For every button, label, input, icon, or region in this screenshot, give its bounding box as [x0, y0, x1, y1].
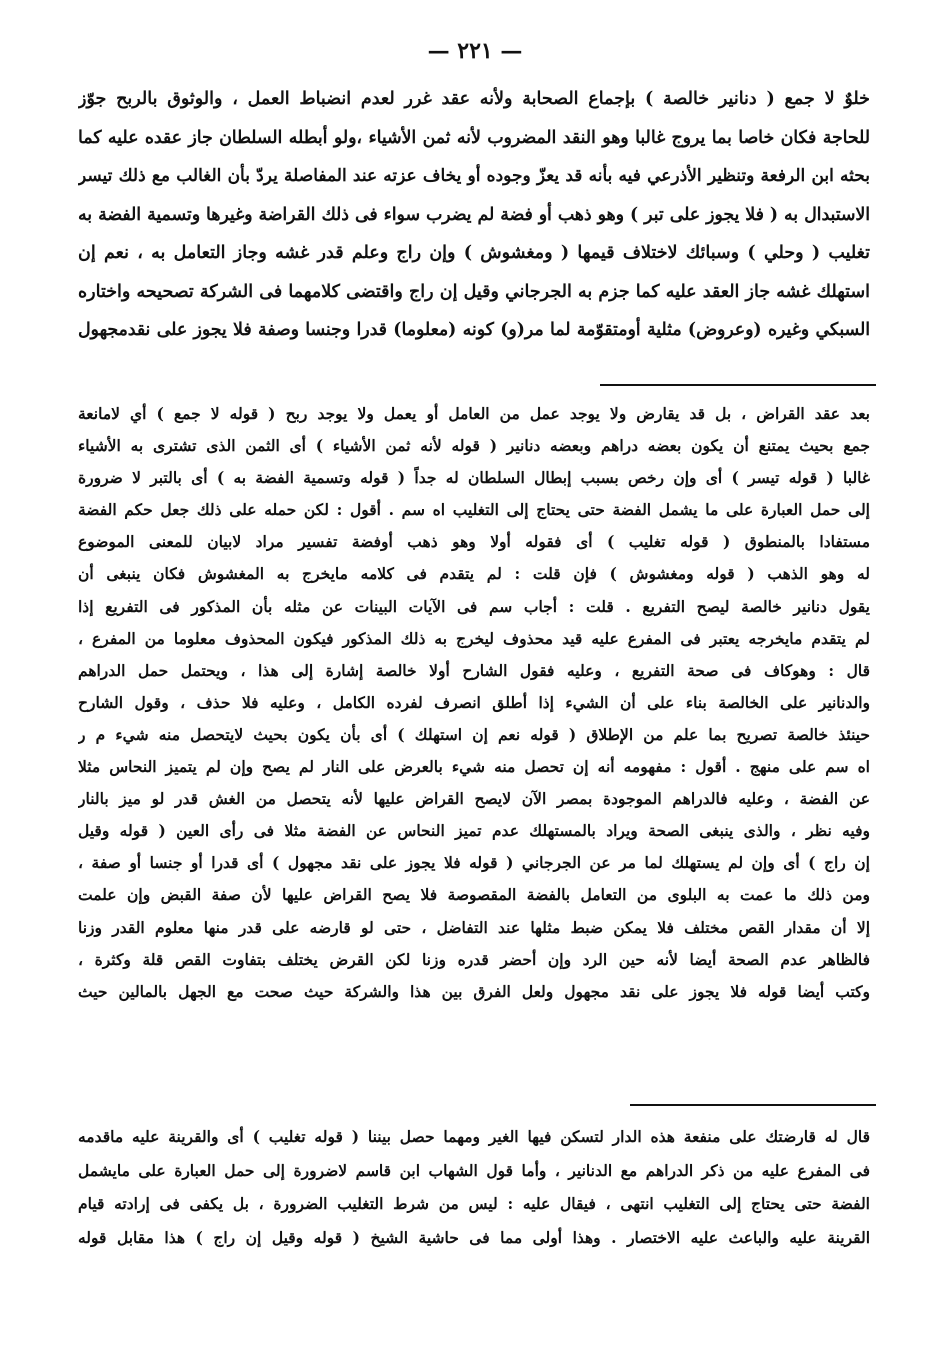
commentary-line: بعد عقد القراض ، بل قد يقارض ولا يوجد عمل من العامل أو يعمل ولا يوجد ربح ( قوله لا جمع ) أي لامانعة: [78, 404, 870, 423]
section-divider: [600, 384, 876, 386]
section-divider: [630, 1104, 876, 1106]
commentary-line: الفضة حتى يحتاج إلى التغليب انتهى ، فيقال عليه : ليس من شرط التغليب الضرورة ، بل يكفى فى إرادته قيام: [78, 1194, 870, 1213]
main-text-line: السبكي وغيره (وعروض) مثلية أومتقوّمة لما مر(و) كونه (معلوما) قدرا وجنسا وصفة فلا يجوز على نقدمجهول: [78, 320, 870, 340]
commentary-line: يقول دنانير خالصة ليصح التفريع . قلت : أجاب سم فى الآيات البينات عن مثله بأن المذكور فى التفريع إذا: [78, 596, 870, 616]
commentary-line: وفيه نظر ، والذى ينبغى الصحة ويراد بالمستهلك عدم تميز النحاس عن الفضة مثلا فى رأى العين ( قوله وقيل: [78, 821, 870, 841]
commentary-line: إن راج ) أى وإن لم يستهلك لما مر عن الجرجاني ( قوله فلا يجوز على نقد مجهول ) أى قدرا أو جنسا أو صفة ،: [78, 853, 870, 873]
commentary-line: القرينة عليه والباعث عليه الاختصار . وهذا أولى مما فى حاشية الشيخ ( قوله وقيل إن راج ) هذا مقابل قوله: [78, 1227, 870, 1247]
main-text-line: الاستبدال به ( فلا يجوز على تبر ) وهو ذهب أو فضة لم يضرب سواء فى ذلك القراضة وغيرها وتسمية الفضة به: [78, 204, 870, 225]
commentary-line: إلى حمل العبارة على ما يشمل الفضة حتى يحتاج إلى التغليب اه سم . أقول : لكن حمله على ذلك جعل حكم الفضة: [78, 500, 870, 520]
commentary-line: فالظاهر عدم الصحة أيضا لأنه حين الرد وإن أحضر قدره وزنا لكن القرض يختلف بتفاوت القص قلة وكثرة ،: [78, 949, 870, 969]
commentary-line: قال : وهوكاف فى صحة التفريع ، وعليه فقول الشارح أولا خالصة إشارة إلى هذا ، ويحتمل حمل الدراهم: [78, 660, 870, 680]
main-text-line: بحثه ابن الرفعة وتنظير الأذرعي فيه بأنه قد يعزّ وجوده أو يخاف عزته عند المفاصلة يردّ بأن الغالب مع ذلك تيسر: [78, 166, 870, 186]
commentary-line: إلا أن مقدار القص مختلف فلا يمكن ضبط مثلها عند التفاضل ، حتى لو قارضه على قدر منها معلوم القدر وزنا: [78, 917, 870, 937]
commentary-line: غالبا ( قوله تيسر ) أى وإن رخص بسبب إبطال السلطان له جداً ( قوله وتسمية الفضة به ) أى بالتبر لا ضرورة: [78, 468, 870, 488]
commentary-line: عن الفضة ، وعليه فالدراهم الموجودة بمصر الآن لايصح القراض عليها لأنه يتحصل من الغش قدر لو ميز بالنار: [78, 789, 870, 809]
commentary-line: قال له قارضتك على منفعة هذه الدار لتسكن فيها الغير ومهما حصل بيننا ( قوله تغليب ) أى والقرينة عليه ماقدمه: [78, 1127, 870, 1146]
commentary-line: حينئذ خالصة تصريح بما علم من الإطلاق ( قوله نعم إن استهلك ) أى بأن يكون بحيث لايتحصل منه شيء م ر: [78, 724, 870, 744]
page-number: — ٢٢١ —: [427, 38, 523, 64]
commentary-line: ومن ذلك ما عمت به البلوى من التعامل بالفضة المقصوصة فلا يصح القراض عليها لأن صفة القبض وإن علمت: [78, 885, 870, 905]
commentary-line: فى المفرع عليه من ذكر الدراهم مع الدنانير ، وأما قول الشهاب ابن قاسم لاضرورة إلى حمل العبارة على مايشمل: [78, 1160, 870, 1180]
commentary-line: جمع بحيث يمتنع أن يكون بعضه دراهم وبعضه دنانير ( قوله لأنه ثمن الأشياء ) أى الثمن الذى تشترى به الأشياء: [78, 436, 870, 456]
commentary-line: اه سم على منهج . أقول : مفهومه أنه إن تحصل منه شيء بالعرض على النار لم يصح وإن لم يتميز النحاس مثلا: [78, 757, 870, 777]
main-text: [78, 80, 870, 350]
main-text-line: تغليب ( وحلي ) وسبائك لاختلاف قيمها ( ومغشوش ) وإن راج وعلم قدر غشه وجاز التعامل به ، نعم إن: [78, 243, 870, 263]
commentary-block-2: [78, 1120, 870, 1254]
commentary-line: والدنانير على الخالصة بناء على أن الشيء إذا أطلق انصرف لفرده الكامل ، وعليه فلا حذف ، وقول الشارح: [78, 692, 870, 712]
main-text-line: للحاجة فكان خاصا بما يروج غالبا وهو النقد المضروب لأنه ثمن الأشياء ،ولو أبطله السلطان جاز عقده عليه كما: [78, 127, 870, 148]
commentary-line: له وهو الذهب ( قوله ومغشوش ) فإن قلت : لم يتقدم فى كلامه مايخرج به المغشوش فكان ينبغى أن: [78, 564, 870, 584]
commentary-block-1: [78, 398, 870, 1008]
main-text-line: خلوٌ لا جمع ( دنانير خالصة ) بإجماع الصحابة ولأنه عقد غرر لعدم انضباط العمل ، والوثوق بالربح جوّز: [78, 89, 870, 109]
commentary-line: مستفادا بالمنطوق ( قوله تغليب ) أى فقوله أولا وهو ذهب أوفضة تفسير مراد لابيان للمعنى الموضوع: [78, 532, 870, 552]
main-text-line: استهلك غشه جاز العقد عليه كما جزم به الجرجاني وقيل إن راج واقتضى كلامهما فى الشركة تصحيحه واختاره: [78, 281, 870, 302]
commentary-line: وكتب أيضا قوله فلا يجوز على نقد مجهول ولعل الفرق بين هذا والشركة حيث صحت مع الجهل بالمالين حيث: [78, 981, 870, 1001]
commentary-line: لم يتقدم مايخرجه يعتبر فى المفرع عليه قيد محذوف ليخرج به ذلك المذكور فيكون المحذوف معلوما من المفرع ،: [78, 628, 870, 648]
